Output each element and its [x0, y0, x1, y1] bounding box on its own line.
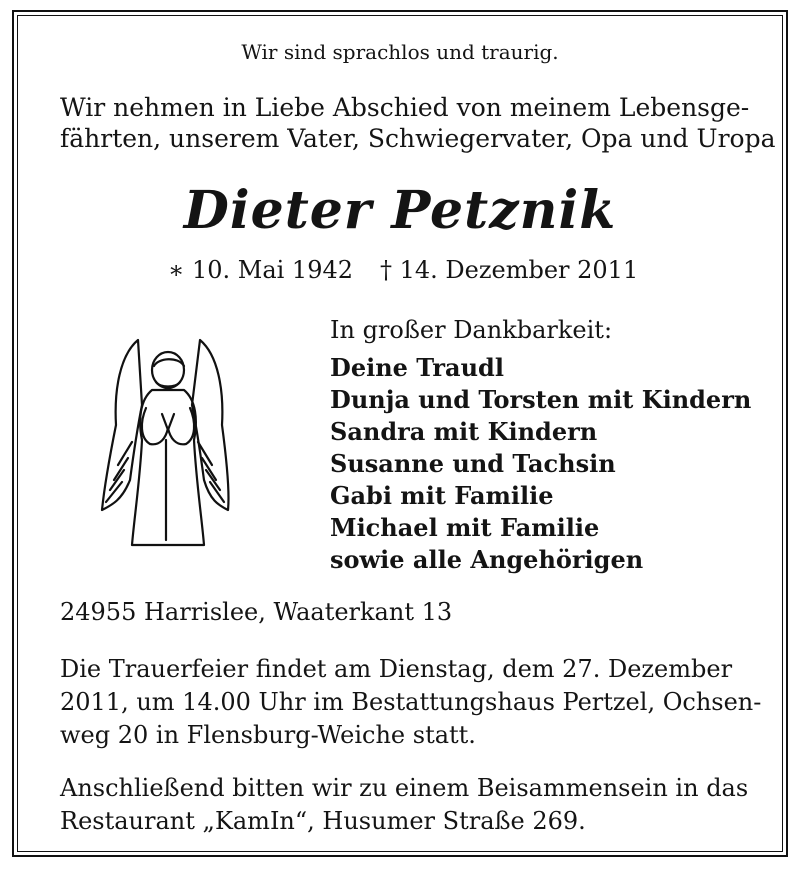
reception-line: Restaurant „KamIn“, Husumer Straße 269.: [60, 807, 586, 835]
reception-line: Anschließend bitten wir zu einem Beisammensein in das: [60, 774, 749, 802]
ceremony-line: 2011, um 14.00 Uhr im Bestattungshaus Pertzel, Ochsen-: [60, 688, 762, 716]
thanks-heading: In großer Dankbarkeit:: [330, 316, 613, 344]
intro-line: Wir nehmen in Liebe Abschied von meinem Lebensge-: [60, 93, 750, 122]
ceremony-text: [60, 653, 762, 752]
list-item: sowie alle Angehörigen: [330, 545, 644, 574]
list-item: Michael mit Familie: [330, 513, 600, 542]
ceremony-line: weg 20 in Flensburg-Weiche statt.: [60, 721, 476, 749]
tagline: Wir sind sprachlos und traurig.: [241, 40, 559, 64]
list-item: Susanne und Tachsin: [330, 449, 616, 478]
list-item: Deine Traudl: [330, 353, 504, 382]
deceased-name: Dieter Petznik: [183, 180, 617, 241]
address: 24955 Harrislee, Waaterkant 13: [60, 598, 453, 626]
list-item: Sandra mit Kindern: [330, 417, 598, 446]
list-item: Dunja und Torsten mit Kindern: [330, 385, 752, 414]
list-item: Gabi mit Familie: [330, 481, 554, 510]
death-date: † 14. Dezember 2011: [380, 256, 639, 284]
ceremony-line: Die Trauerfeier findet am Dienstag, dem 27. Dezember: [60, 655, 733, 683]
reception-text: [60, 772, 750, 838]
intro-line: fährten, unserem Vater, Schwiegervater, Opa und Uropa: [60, 124, 776, 153]
angel-icon: [100, 330, 230, 555]
birth-date: ∗ 10. Mai 1942: [168, 256, 354, 284]
mourner-list: [330, 352, 751, 576]
intro-text: [60, 92, 776, 154]
